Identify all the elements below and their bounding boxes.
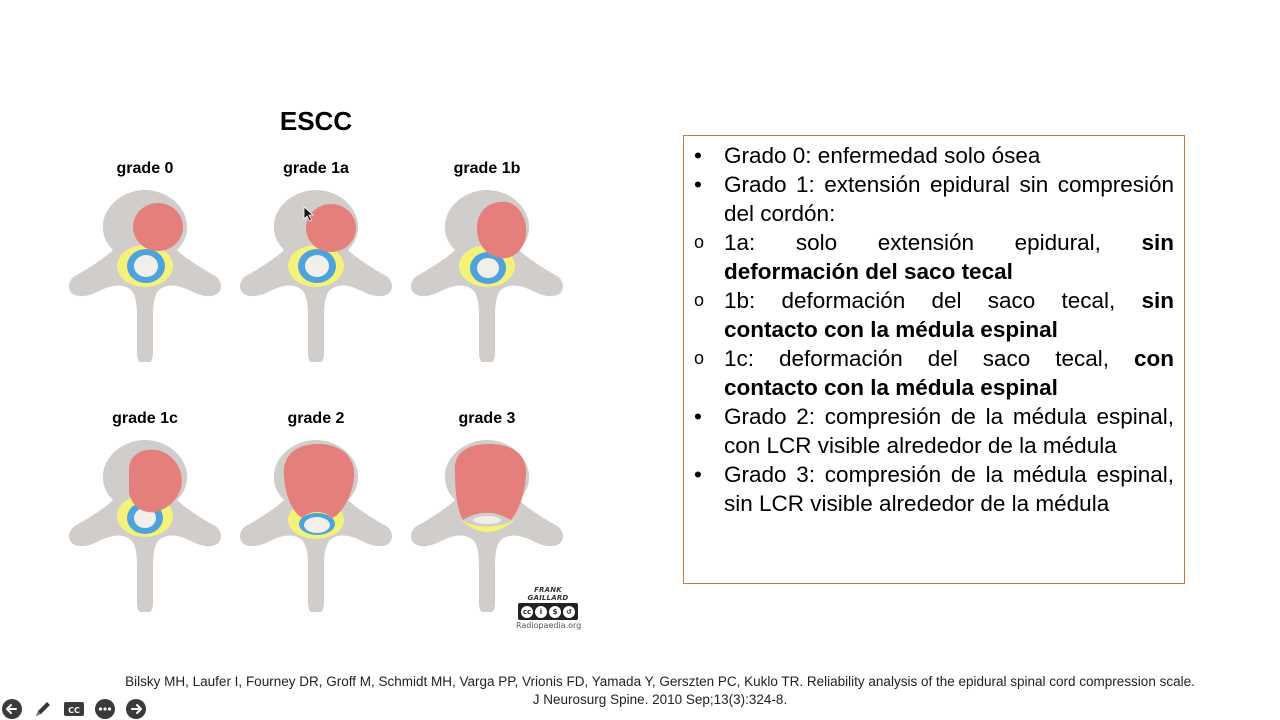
sub-bullet-marker: o (694, 290, 705, 310)
creative-commons-badge-icon: cc i $ ↺ (518, 603, 578, 620)
cc-label: CC (67, 706, 80, 715)
grading-list-item (694, 170, 1174, 228)
vertebra-grade-3-diagram (407, 432, 567, 612)
item-text: Grado 0: enfermedad solo ósea (724, 143, 1041, 168)
item-text: 1c: deformación del saco tecal, (724, 346, 1134, 371)
grade-label: grade 3 (458, 410, 516, 427)
grade-2-panel (236, 410, 396, 620)
vertebra-grade-1a-diagram (236, 182, 396, 362)
item-text: Grado 1: extensión epidural sin compresión del cordón: (724, 172, 1174, 226)
grade-1b-panel (407, 160, 567, 370)
bullet-marker: • (694, 404, 702, 429)
sub-bullet-marker: o (694, 348, 705, 368)
license-credit (516, 586, 580, 630)
grade-label: grade 0 (116, 160, 174, 177)
grading-list-item (694, 402, 1174, 460)
grading-list-item (694, 344, 1174, 402)
bullet-marker: • (694, 172, 702, 197)
vertebra-grade-0-diagram (65, 182, 225, 362)
credit-site: Radiopaedia.org (516, 621, 582, 630)
tumor (284, 444, 354, 518)
item-text: 1a: solo extensión epidural, (724, 230, 1142, 255)
grade-label: grade 1c (112, 410, 178, 427)
grading-list-item (694, 286, 1174, 344)
citation: Bilsky MH, Laufer I, Fourney DR, Groff M, Schmidt MH, Varga PP, Vrionis FD, Yamada Y, Gerszten PC, Kuklo TR. Reliability analysis of the epidural spinal cord compression scale. J Neurosurg Spine. 2010 Sep;13(3):324-8. (125, 674, 1195, 707)
spinal-cord (473, 516, 501, 524)
forward-arrow-icon[interactable] (124, 698, 147, 720)
spinal-cord (477, 258, 499, 278)
bullet-marker: • (694, 143, 702, 168)
item-text: Grado 2: compresión de la médula espinal, con LCR visible alrededor de la médula (724, 404, 1174, 458)
grading-summary-box (683, 135, 1185, 584)
item-text: Grado 3: compresión de la médula espinal, sin LCR visible alrededor de la médula (724, 462, 1174, 516)
figure-title: ESCC (279, 106, 353, 136)
spinal-cord (134, 255, 158, 277)
bullet-marker: • (694, 462, 702, 487)
grade-1c-panel (65, 410, 225, 620)
grading-list (694, 141, 1174, 518)
vertebra-grade-1c-diagram (65, 432, 225, 612)
grading-list-item (694, 141, 1174, 170)
pen-icon[interactable] (31, 698, 54, 720)
mouse-cursor-icon (303, 206, 315, 222)
grade-label: grade 2 (287, 410, 345, 427)
vertebra-grade-1b-diagram (407, 182, 567, 362)
more-icon[interactable] (93, 698, 116, 720)
back-arrow-icon[interactable] (0, 698, 23, 720)
grade-label: grade 1a (283, 160, 349, 177)
spinal-cord (304, 517, 330, 533)
item-text: 1b: deformación del saco tecal, (724, 288, 1142, 313)
item-emphasis: sin contacto con la médula espinal (724, 288, 1174, 342)
grade-1a-panel (236, 160, 396, 370)
item-emphasis: con contacto con la médula espinal (724, 346, 1174, 400)
sub-bullet-marker: o (694, 232, 705, 252)
credit-author: FRANK GAILLARD (527, 586, 569, 602)
grade-label: grade 1b (453, 160, 521, 177)
tumor (133, 203, 183, 251)
presentation-toolbar (0, 697, 147, 720)
grading-list-item (694, 460, 1174, 518)
vertebra-grade-2-diagram (236, 432, 396, 612)
tumor (455, 444, 526, 520)
spinal-cord (305, 255, 329, 277)
grading-list-item (694, 228, 1174, 286)
closed-captions-icon[interactable] (62, 698, 85, 720)
grade-0-panel (65, 160, 225, 370)
item-emphasis: sin deformación del saco tecal (724, 230, 1174, 284)
